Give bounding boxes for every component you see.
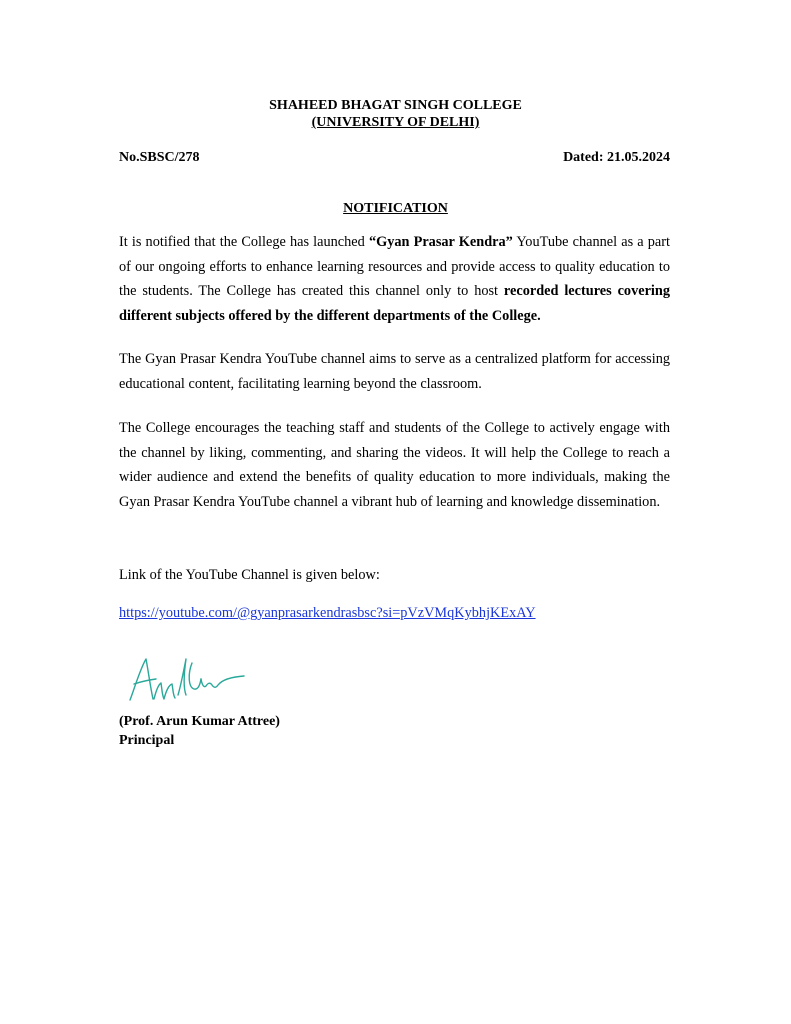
- link-intro: Link of the YouTube Channel is given below:: [119, 567, 380, 583]
- paragraph-encourage: The College encourages the teaching staff and students of the College to actively engage with the channel by liking, commenting, and sharing the videos. It will help the College to reach a wider audience and extend the benefits of quality education to more individuals, making the Gyan Prasar Kendra YouTube channel a vibrant hub of learning and knowledge dissemination.: [119, 420, 670, 510]
- notification-title: NOTIFICATION: [343, 201, 448, 216]
- reference-line: [119, 150, 670, 166]
- recorded-lectures-bold: recorded lectures covering different subjects offered by the different departments of the College.: [119, 283, 670, 324]
- signatory-designation: Principal: [119, 733, 175, 748]
- paragraph-aim: The Gyan Prasar Kendra YouTube channel aims to serve as a centralized platform for accessing educational content, facilitating learning beyond the classroom.: [119, 351, 670, 392]
- reference-number: No.SBSC/278: [119, 150, 200, 165]
- principal-signature: [126, 655, 248, 705]
- paragraph-launch: [119, 230, 670, 328]
- college-name: SHAHEED BHAGAT SINGH COLLEGE: [269, 98, 522, 113]
- notification-date: Dated: 21.05.2024: [563, 150, 670, 165]
- signatory-name: (Prof. Arun Kumar Attree): [119, 714, 280, 729]
- university-name: (UNIVERSITY OF DELHI): [311, 115, 480, 130]
- signatory-block: [119, 712, 280, 750]
- youtube-channel-link[interactable]: https://youtube.com/@gyanprasarkendrasbsc?si=pVzVMqKybhjKExAY: [119, 605, 536, 621]
- channel-name-bold: “Gyan Prasar Kendra”: [368, 234, 513, 250]
- paragraph-launch-text-2: YouTube channel as a part of our ongoing efforts to enhance learning resources and provide access to quality education to the students. The College has created this channel only to host: [119, 234, 670, 300]
- paragraph-launch-text-1: It is notified that the College has launched: [119, 234, 369, 250]
- letterhead: [0, 97, 791, 131]
